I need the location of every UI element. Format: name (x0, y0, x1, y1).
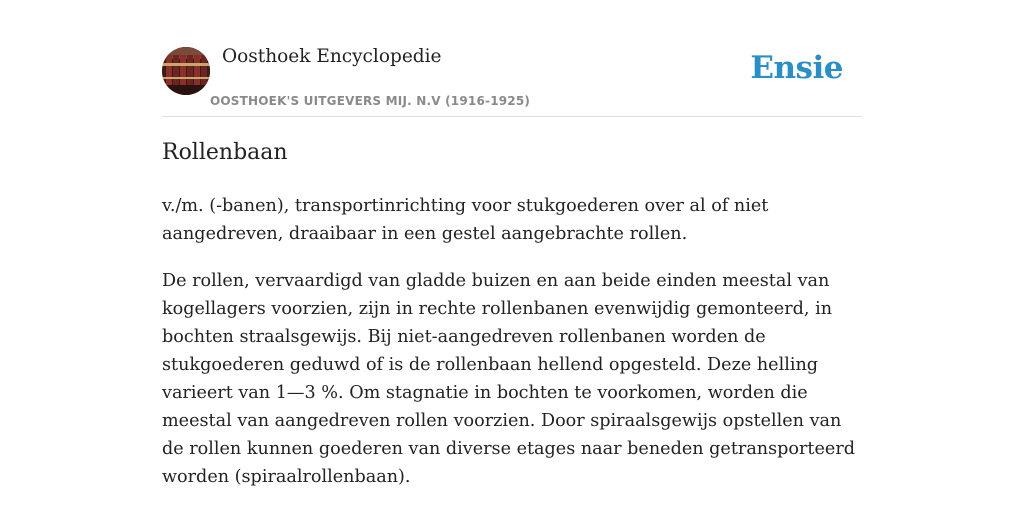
entry-body (162, 192, 862, 510)
source-subtitle: OOSTHOEK'S UITGEVERS MIJ. N.V (1916-1925) (210, 94, 531, 108)
source-title[interactable]: Oosthoek Encyclopedie (222, 46, 442, 67)
encyclopedia-books-avatar-icon[interactable] (162, 47, 210, 95)
source-header (162, 46, 862, 117)
entry-paragraph: v./m. (-banen), transportinrichting voor stukgoederen over al of niet aangedreven, draaibaar in een gestel aangebrachte rollen. (162, 196, 769, 244)
entry-paragraph: De rollen, vervaardigd van gladde buizen en aan beide einden meestal van kogellagers voorzien, zijn in rechte rollenbanen evenwijdig gemonteerd, in bochten straalsgewijs. Bij niet-aangedreven rollenbanen worden de stukgoederen geduwd of is de rollenbaan hellend opgesteld. Deze helling varieert van 1—3 %. Om stagnatie in bochten te voorkomen, worden die meestal van aangedreven rollen voorzien. Door spiraalsgewijs opstellen van de rollen kunnen goederen van diverse etages naar beneden getransporteerd worden (spiraalrollenbaan). (162, 271, 856, 487)
entry-title: Rollenbaan (162, 140, 288, 165)
ensie-logo[interactable]: Ensie (750, 50, 843, 86)
